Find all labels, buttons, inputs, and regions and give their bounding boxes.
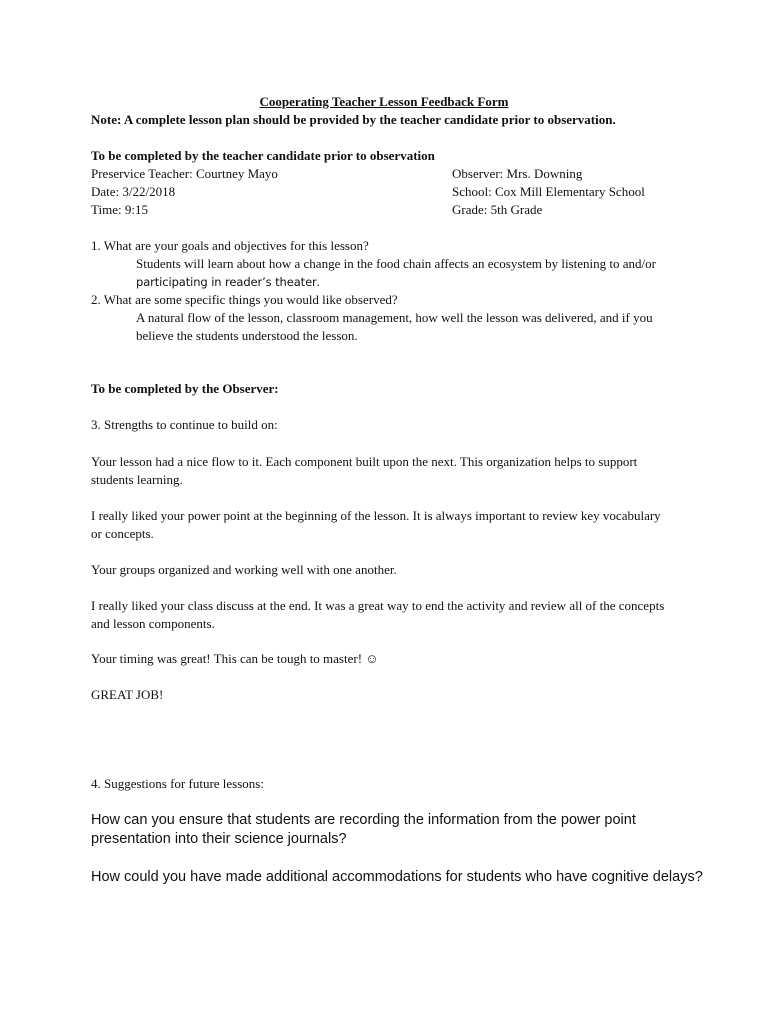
strength-4-line-1: I really liked your class discuss at the end. It was a great way to end the activity and review all of the concepts: [91, 598, 665, 613]
form-note: Note: A complete lesson plan should be provided by the teacher candidate prior to observation.: [91, 112, 616, 127]
observer-name: Observer: Mrs. Downing: [452, 166, 583, 181]
strength-1-line-2: students learning.: [91, 472, 183, 487]
question-4: 4. Suggestions for future lessons:: [91, 776, 264, 791]
answer-2-line-2: believe the students understood the lesson.: [136, 328, 358, 343]
suggestion-1-line-1: How can you ensure that students are recording the information from the power point: [91, 812, 636, 828]
question-2: 2. What are some specific things you would like observed?: [91, 292, 398, 307]
lesson-date: Date: 3/22/2018: [91, 184, 176, 199]
strength-3: Your groups organized and working well with one another.: [91, 562, 397, 577]
answer-1-period: .: [316, 274, 320, 289]
answer-1-line-1: Students will learn about how a change in the food chain affects an ecosystem by listening to and/or: [136, 256, 656, 271]
lesson-time: Time: 9:15: [91, 202, 148, 217]
great-job: GREAT JOB!: [91, 687, 164, 702]
suggestion-2: How could you have made additional accommodations for students who have cognitive delays?: [91, 869, 703, 885]
strength-1-line-1: Your lesson had a nice flow to it. Each component built upon the next. This organization helps to support: [91, 454, 638, 469]
strength-2-line-1: I really liked your power point at the beginning of the lesson. It is always important to review key vocabulary: [91, 508, 661, 523]
question-1: 1. What are your goals and objectives for this lesson?: [91, 238, 369, 253]
suggestion-1-line-2: presentation into their science journals?: [91, 831, 347, 847]
strength-4-line-2: and lesson components.: [91, 616, 215, 631]
candidate-section-heading: To be completed by the teacher candidate prior to observation: [91, 148, 435, 163]
answer-1-handwritten-text: participating in reader’s theater: [136, 275, 317, 289]
answer-2-line-1: A natural flow of the lesson, classroom management, how well the lesson was delivered, and if you: [136, 310, 653, 325]
form-title: Cooperating Teacher Lesson Feedback Form: [259, 94, 509, 109]
question-3: 3. Strengths to continue to build on:: [91, 417, 278, 432]
strength-5: Your timing was great! This can be tough to master! ☺: [91, 651, 379, 666]
preservice-teacher: Preservice Teacher: Courtney Mayo: [91, 166, 278, 181]
observer-section-heading: To be completed by the Observer:: [91, 381, 279, 396]
grade-level: Grade: 5th Grade: [452, 202, 543, 217]
answer-1-line-2: [136, 274, 320, 290]
strength-2-line-2: or concepts.: [91, 526, 154, 541]
school-name: School: Cox Mill Elementary School: [452, 184, 645, 199]
